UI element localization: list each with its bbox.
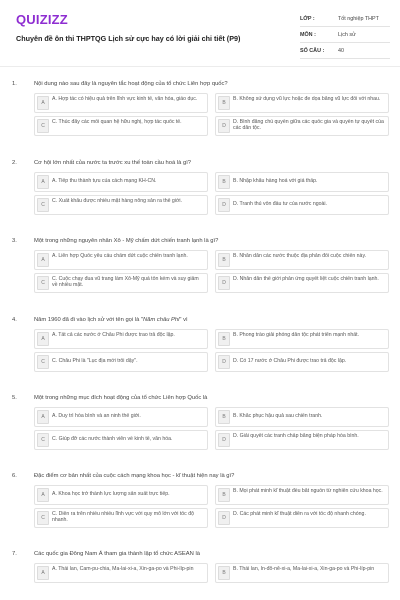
option-letter: A [37,488,49,502]
option-letter: B [218,96,230,110]
option-text: B. Không sử dụng vũ lực hoặc đe dọa bằng vũ lực đối với nhau. [233,96,381,102]
question-text: Cơ hội lớn nhất của nước ta trước xu thế toàn cầu hoá là gì? [34,160,192,166]
option-text: A. Tất cả các nước ở Châu Phi được trao trả độc lập. [52,332,175,338]
meta-label: MÔN : [300,31,316,38]
option-letter: B [218,410,230,424]
option-letter: D [218,355,230,369]
meta-value: 40 [338,47,344,54]
option-text: A. Liên hợp Quốc yêu cầu chấm dứt cuộc chiến tranh lạnh. [52,253,188,259]
question-number: 4. [12,317,17,323]
option-text: C. Xuất khẩu được nhiều mặt hàng nông sản ra thế giới. [52,198,182,204]
question-number: 7. [12,551,17,557]
question-text: Một trong những mục đích hoạt động của tổ chức Liên hợp Quốc là [34,395,208,401]
option-text: B. Mọi phát minh kĩ thuật đều bắt nguồn từ nghiên cứu khoa học. [233,488,383,494]
option-letter: A [37,96,49,110]
option-b[interactable] [215,563,389,583]
option-a[interactable] [34,250,208,270]
option-text: D. Tranh thủ vốn đầu tư của nước ngoài. [233,201,327,207]
option-d[interactable] [215,273,389,293]
option-letter: D [218,198,230,212]
option-d[interactable] [215,352,389,372]
option-letter: D [218,119,230,133]
option-letter: C [37,433,49,447]
option-a[interactable] [34,329,208,349]
option-letter: C [37,511,49,525]
option-b[interactable] [215,250,389,270]
question-text: Năm 1960 đã đi vào lịch sử với tên gọi là "Năm châu Phi" vì [34,317,188,323]
meta-value: Lịch sử [338,31,356,38]
option-letter: D [218,511,230,525]
option-d[interactable] [215,430,389,450]
header [0,0,400,66]
option-c[interactable] [34,116,208,136]
meta-label: SỐ CÂU : [300,47,325,54]
option-letter: A [37,566,49,580]
option-letter: C [37,198,49,212]
option-letter: B [218,488,230,502]
option-b[interactable] [215,172,389,192]
question-number: 6. [12,473,17,479]
option-b[interactable] [215,407,389,427]
question-number: 2. [12,160,17,166]
option-letter: A [37,332,49,346]
question-text: Đặc điểm cơ bản nhất của cuộc cách mạng khoa học - kĩ thuật hiện nay là gì? [34,473,235,479]
option-c[interactable] [34,273,208,293]
option-text: D. Các phát minh kĩ thuật diễn ra với tốc độ nhanh chóng. [233,511,366,517]
question-text: Nội dung nào sau đây là nguyên tắc hoạt động của tổ chức Liên hợp quốc? [34,81,228,87]
option-d[interactable] [215,116,389,136]
option-b[interactable] [215,93,389,113]
question-number: 3. [12,238,17,244]
option-text: C. Thúc đẩy các mối quan hệ hữu nghị, hợp tác quốc tế. [52,119,182,125]
option-letter: B [218,253,230,267]
option-c[interactable] [34,352,208,372]
option-c[interactable] [34,195,208,215]
option-text: C. Châu Phi là "Lục địa mới trỗi dậy". [52,358,138,364]
quizizz-logo: QUIZIZZ [16,12,68,27]
option-letter: A [37,175,49,189]
option-d[interactable] [215,195,389,215]
question-number: 1. [12,81,17,87]
option-text: C. Giúp đỡ các nước thành viên về kinh tế, văn hóa. [52,436,173,442]
option-text: A. Thái lan, Cam-pu-chia, Ma-lai-xi-a, Xin-ga-po và Phi-líp-pin [52,566,194,572]
option-a[interactable] [34,93,208,113]
option-text: A. Tiếp thu thành tựu của cách mạng KH-CN. [52,178,157,184]
option-letter: D [218,433,230,447]
option-b[interactable] [215,329,389,349]
option-text: B. Khắc phục hậu quả sau chiến tranh. [233,413,323,419]
question-text: Các quốc gia Đông Nam Á tham gia thành lập tổ chức ASEAN là [34,551,200,557]
option-text: D. Giải quyết các tranh chấp bằng biện pháp hòa bình. [233,433,359,439]
option-b[interactable] [215,485,389,505]
option-letter: C [37,276,49,290]
meta-row-grade [300,11,390,27]
option-text: A. Hợp tác có hiệu quả trên lĩnh vực kinh tế, văn hóa, giáo dục. [52,96,198,102]
option-text: D. Nhân dân thế giới phản ứng quyết liệt cuộc chiến tranh lạnh. [233,276,379,282]
question-text: Một trong những nguyên nhân Xô - Mỹ chấm dứt chiến tranh lạnh là gì? [34,238,219,244]
option-text: B. Thái lan, In-đô-nê-xi-a, Ma-lai-xi-a, Xin-ga-po và Phi-líp-pin [233,566,375,572]
option-letter: B [218,566,230,580]
option-letter: A [37,410,49,424]
option-letter: A [37,253,49,267]
option-text: C. Cuộc chạy đua vũ trang làm Xô-Mỹ quá tốn kém và suy giảm về nhiều mặt. [52,276,199,289]
header-divider [0,66,400,67]
worksheet-title: Chuyên đề ôn thi THPTQG Lịch sử cực hay có lời giải chi tiết (P9) [16,34,241,43]
option-a[interactable] [34,485,208,505]
option-letter: D [218,276,230,290]
option-text: B. Nhân dân các nước thuộc địa phản đối cuộc chiến này. [233,253,367,259]
option-a[interactable] [34,172,208,192]
option-letter: C [37,355,49,369]
meta-label: LỚP : [300,15,315,22]
option-text: A. Khoa học trở thành lực lượng sản xuất trực tiếp. [52,491,170,497]
option-text: D. Có 17 nước ở Châu Phi được trao trả độc lập. [233,358,347,364]
meta-value: Tốt nghiệp THPT [338,15,379,22]
meta-row-subject [300,27,390,43]
option-text: B. Nhập khẩu hàng hoá với giá thấp. [233,178,318,184]
option-text: C. Diễn ra trên nhiều nhiều lĩnh vực với quy mô lớn với tốc độ nhanh. [52,511,194,524]
option-letter: B [218,175,230,189]
option-text: B. Phong trào giải phóng dân tộc phát triển mạnh nhất. [233,332,360,338]
meta-table [300,11,390,59]
option-c[interactable] [34,430,208,450]
option-d[interactable] [215,508,389,528]
option-letter: B [218,332,230,346]
option-text: D. Bình đẳng chủ quyền giữa các quốc gia và quyền tự quyết của các dân tộc. [233,119,384,132]
option-a[interactable] [34,407,208,427]
option-text: A. Duy trì hòa bình và an ninh thế giới. [52,413,141,419]
meta-row-count [300,43,390,59]
option-letter: C [37,119,49,133]
question-number: 5. [12,395,17,401]
option-c[interactable] [34,508,208,528]
option-a[interactable] [34,563,208,583]
